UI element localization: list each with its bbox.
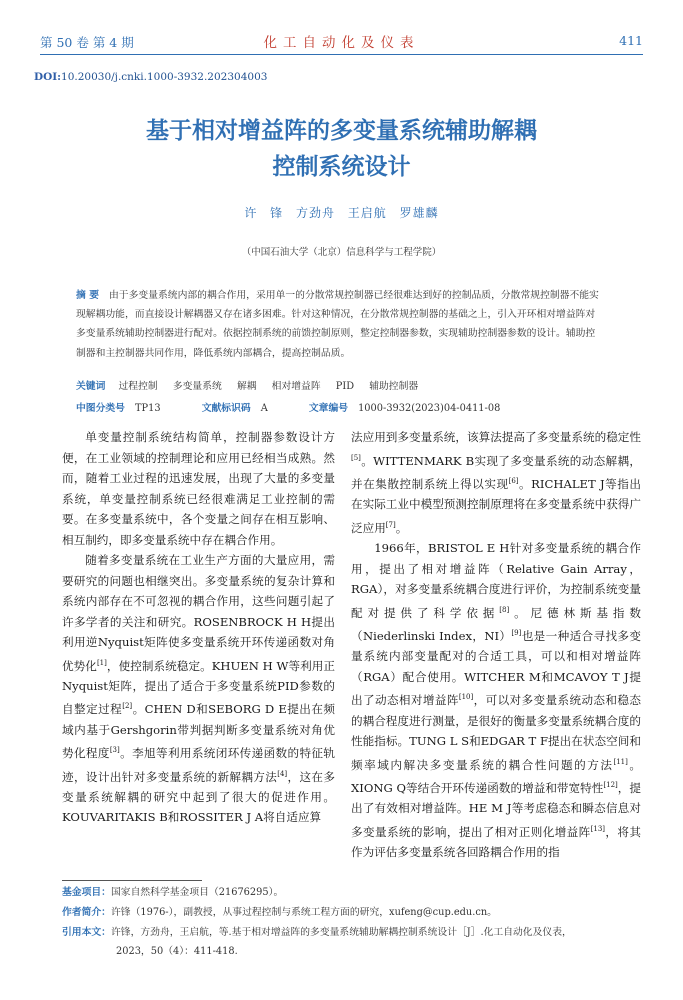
page-number: 411 [619, 33, 643, 48]
body-paragraph: 随着多变量系统在工业生产方面的大量应用，需要研究的问题也相继突出。多变量系统的复杂计算和系统内部存在不可忽视的耦合作用，这些问题引起了许多学者的关注和研究。ROSENBROCK H H提出利用逆Nyquist矩阵使多变量系统开环传递函数对角优势化[1]，使控制系统稳定。KHUEN H W等利用正Nyquist矩阵，提出了适合于多变量系统PID参数的自整定过程[2]。CHEN D和SEBORG D E提出在频域内基于Gershgorin带判据判断多变量系统对角优势化程度[3]。李旭等利用系统闭环传递函数的特征轨迹，设计出针对多变量系统的新解耦方法[4]，这在多变量系统解耦的研究中起到了很大的促进作用。KOUVARITAKIS B和ROSSITER J A将自适应算 [62, 553, 335, 825]
abstract-label: 摘 要 [76, 290, 100, 301]
citation-ref[interactable]: [5] [351, 453, 361, 462]
footnote-divider [62, 880, 202, 881]
keyword: 多变量系统 [172, 381, 222, 392]
author-bio-text: 许锋（1976-），副教授，从事过程控制与系统工程方面的研究，xufeng@cup.edu.cn。 [110, 907, 497, 918]
citation-text-cont: 2023，50（4）：411-418. [116, 946, 238, 957]
affiliation: （中国石油大学（北京）信息科学与工程学院） [241, 247, 442, 258]
body-column-left [62, 427, 335, 828]
classification-line [76, 400, 500, 414]
footnote-author [62, 903, 643, 922]
volume-issue: 第 50 卷 第 4 期 [40, 35, 134, 50]
footnote-citation [62, 923, 643, 961]
abstract [76, 286, 603, 363]
citation-text: 许锋，方劲舟，王启航，等.基于相对增益阵的多变量系统辅助解耦控制系统设计［J］.化工自动化及仪表， [110, 927, 572, 938]
citation-ref[interactable]: [3] [109, 746, 120, 755]
body-paragraph: 单变量控制系统结构简单，控制器参数设计方便，在工业领域的控制理论和应用已经相当成熟。然而，随着工业过程的迅速发展，出现了大量的多变量系统，单变量控制系统已经很难满足工业控制的需要。在多变量系统中，各个变量之间存在相互影响、相互制约，即多变量系统中存在耦合作用。 [62, 430, 335, 547]
title-line-1: 基于相对增益阵的多变量系统辅助解耦 [146, 118, 537, 144]
author-bio-label: 作者简介： [62, 907, 111, 918]
citation-ref[interactable]: [2] [122, 702, 133, 711]
citation-ref[interactable]: [4] [277, 769, 288, 778]
body-paragraph: 1966年，BRISTOL E H针对多变量系统的耦合作用，提出了相对增益阵（Relative Gain Array，RGA），对多变量系统耦合度进行评价，为控制系统变量配对提供了科学依据[8]。尼德林斯基指数（Niederlinski Index，NI）[9]也是一种适合寻找多变量系统内部变量配对的合适工具，可以和相对增益阵（RGA）配合使用。WITCHER M和MCAVOY T J提出了动态相对增益阵[10]，可以对多变量系统动态和稳态的耦合程度进行测量，是很好的衡量多变量系统耦合度的性能指标。TUNG L S和EDGAR T F提出在状态空间和频率域内解决多变量系统的耦合性问题的方法[11]。XIONG Q等结合开环传递函数的增益和带宽特性[12]，提出了有效相对增益阵。HE M J等考虑稳态和瞬态信息对多变量系统的影响，提出了相对正则化增益阵[13]，将其作为评估多变量系统各回路耦合作用的指 [351, 541, 641, 860]
doc-code: A [260, 403, 268, 414]
citation-ref[interactable]: [8] [499, 605, 510, 614]
doi-label: DOI: [34, 71, 62, 83]
citation-ref[interactable]: [12] [603, 781, 618, 790]
title-line-2: 控制系统设计 [272, 154, 411, 180]
running-header [40, 30, 643, 55]
citation-ref[interactable]: [1] [96, 658, 107, 667]
author-list: 许 锋 方劲舟 王启航 罗雄麟 [244, 206, 439, 220]
fund-label: 基金项目： [62, 887, 111, 898]
paper-title [30, 113, 653, 185]
footnote-fund [62, 883, 643, 902]
keyword: 过程控制 [118, 381, 158, 392]
doi-line [34, 71, 267, 83]
citation-ref[interactable]: [6] [508, 476, 519, 485]
fund-text: 国家自然科学基金项目（21676295）。 [110, 887, 284, 898]
citation-label: 引用本文： [62, 927, 111, 938]
keyword: 解耦 [236, 381, 257, 392]
article-number: 1000-3932(2023)04-0411-08 [358, 403, 501, 414]
keywords [76, 378, 430, 392]
clc-label: 中图分类号 [76, 403, 125, 414]
citation-ref[interactable]: [7] [385, 520, 396, 529]
keyword: PID [335, 381, 355, 392]
body-paragraph-continued: 法应用到多变量系统，该算法提高了多变量系统的稳定性[5]。WITTENMARK B实现了多变量系统的动态解耦，并在集散控制系统上得以实现[6]。RICHALET J等指出在实际工业中模型预测控制原理将在多变量系统中获得广泛应用[7]。 [351, 430, 641, 535]
citation-ref[interactable]: [11] [613, 757, 628, 766]
keywords-label: 关键词 [76, 381, 106, 392]
citation-ref[interactable]: [10] [458, 693, 474, 702]
citation-ref[interactable]: [9] [511, 628, 522, 637]
keyword: 相对增益阵 [271, 381, 321, 392]
doc-code-label: 文献标识码 [201, 403, 251, 414]
body-column-right [351, 427, 641, 863]
keyword: 辅助控制器 [369, 381, 419, 392]
citation-ref[interactable]: [13] [590, 824, 606, 833]
article-number-label: 文章编号 [308, 403, 349, 414]
clc-number: TP13 [134, 403, 161, 414]
journal-name: 化工自动化及仪表 [263, 35, 420, 51]
abstract-text: 由于多变量系统内部的耦合作用，采用单一的分散常规控制器已经很难达到好的控制品质，分散常规控制器不能实现解耦功能，而直接设计解耦器又存在诸多困难。针对这种情况，在分散常规控制器的基础之上，引入开环相对增益阵对多变量系统辅助控制器进行配对。依据控制系统的前馈控制原则，整定控制器参数，实现辅助控制器参数的设计。辅助控制器和主控制器共同作用，降低系统内部耦合，提高控制品质。 [76, 290, 599, 359]
doi-link[interactable]: 10.20030/j.cnki.1000-3932.202304003 [61, 71, 268, 83]
